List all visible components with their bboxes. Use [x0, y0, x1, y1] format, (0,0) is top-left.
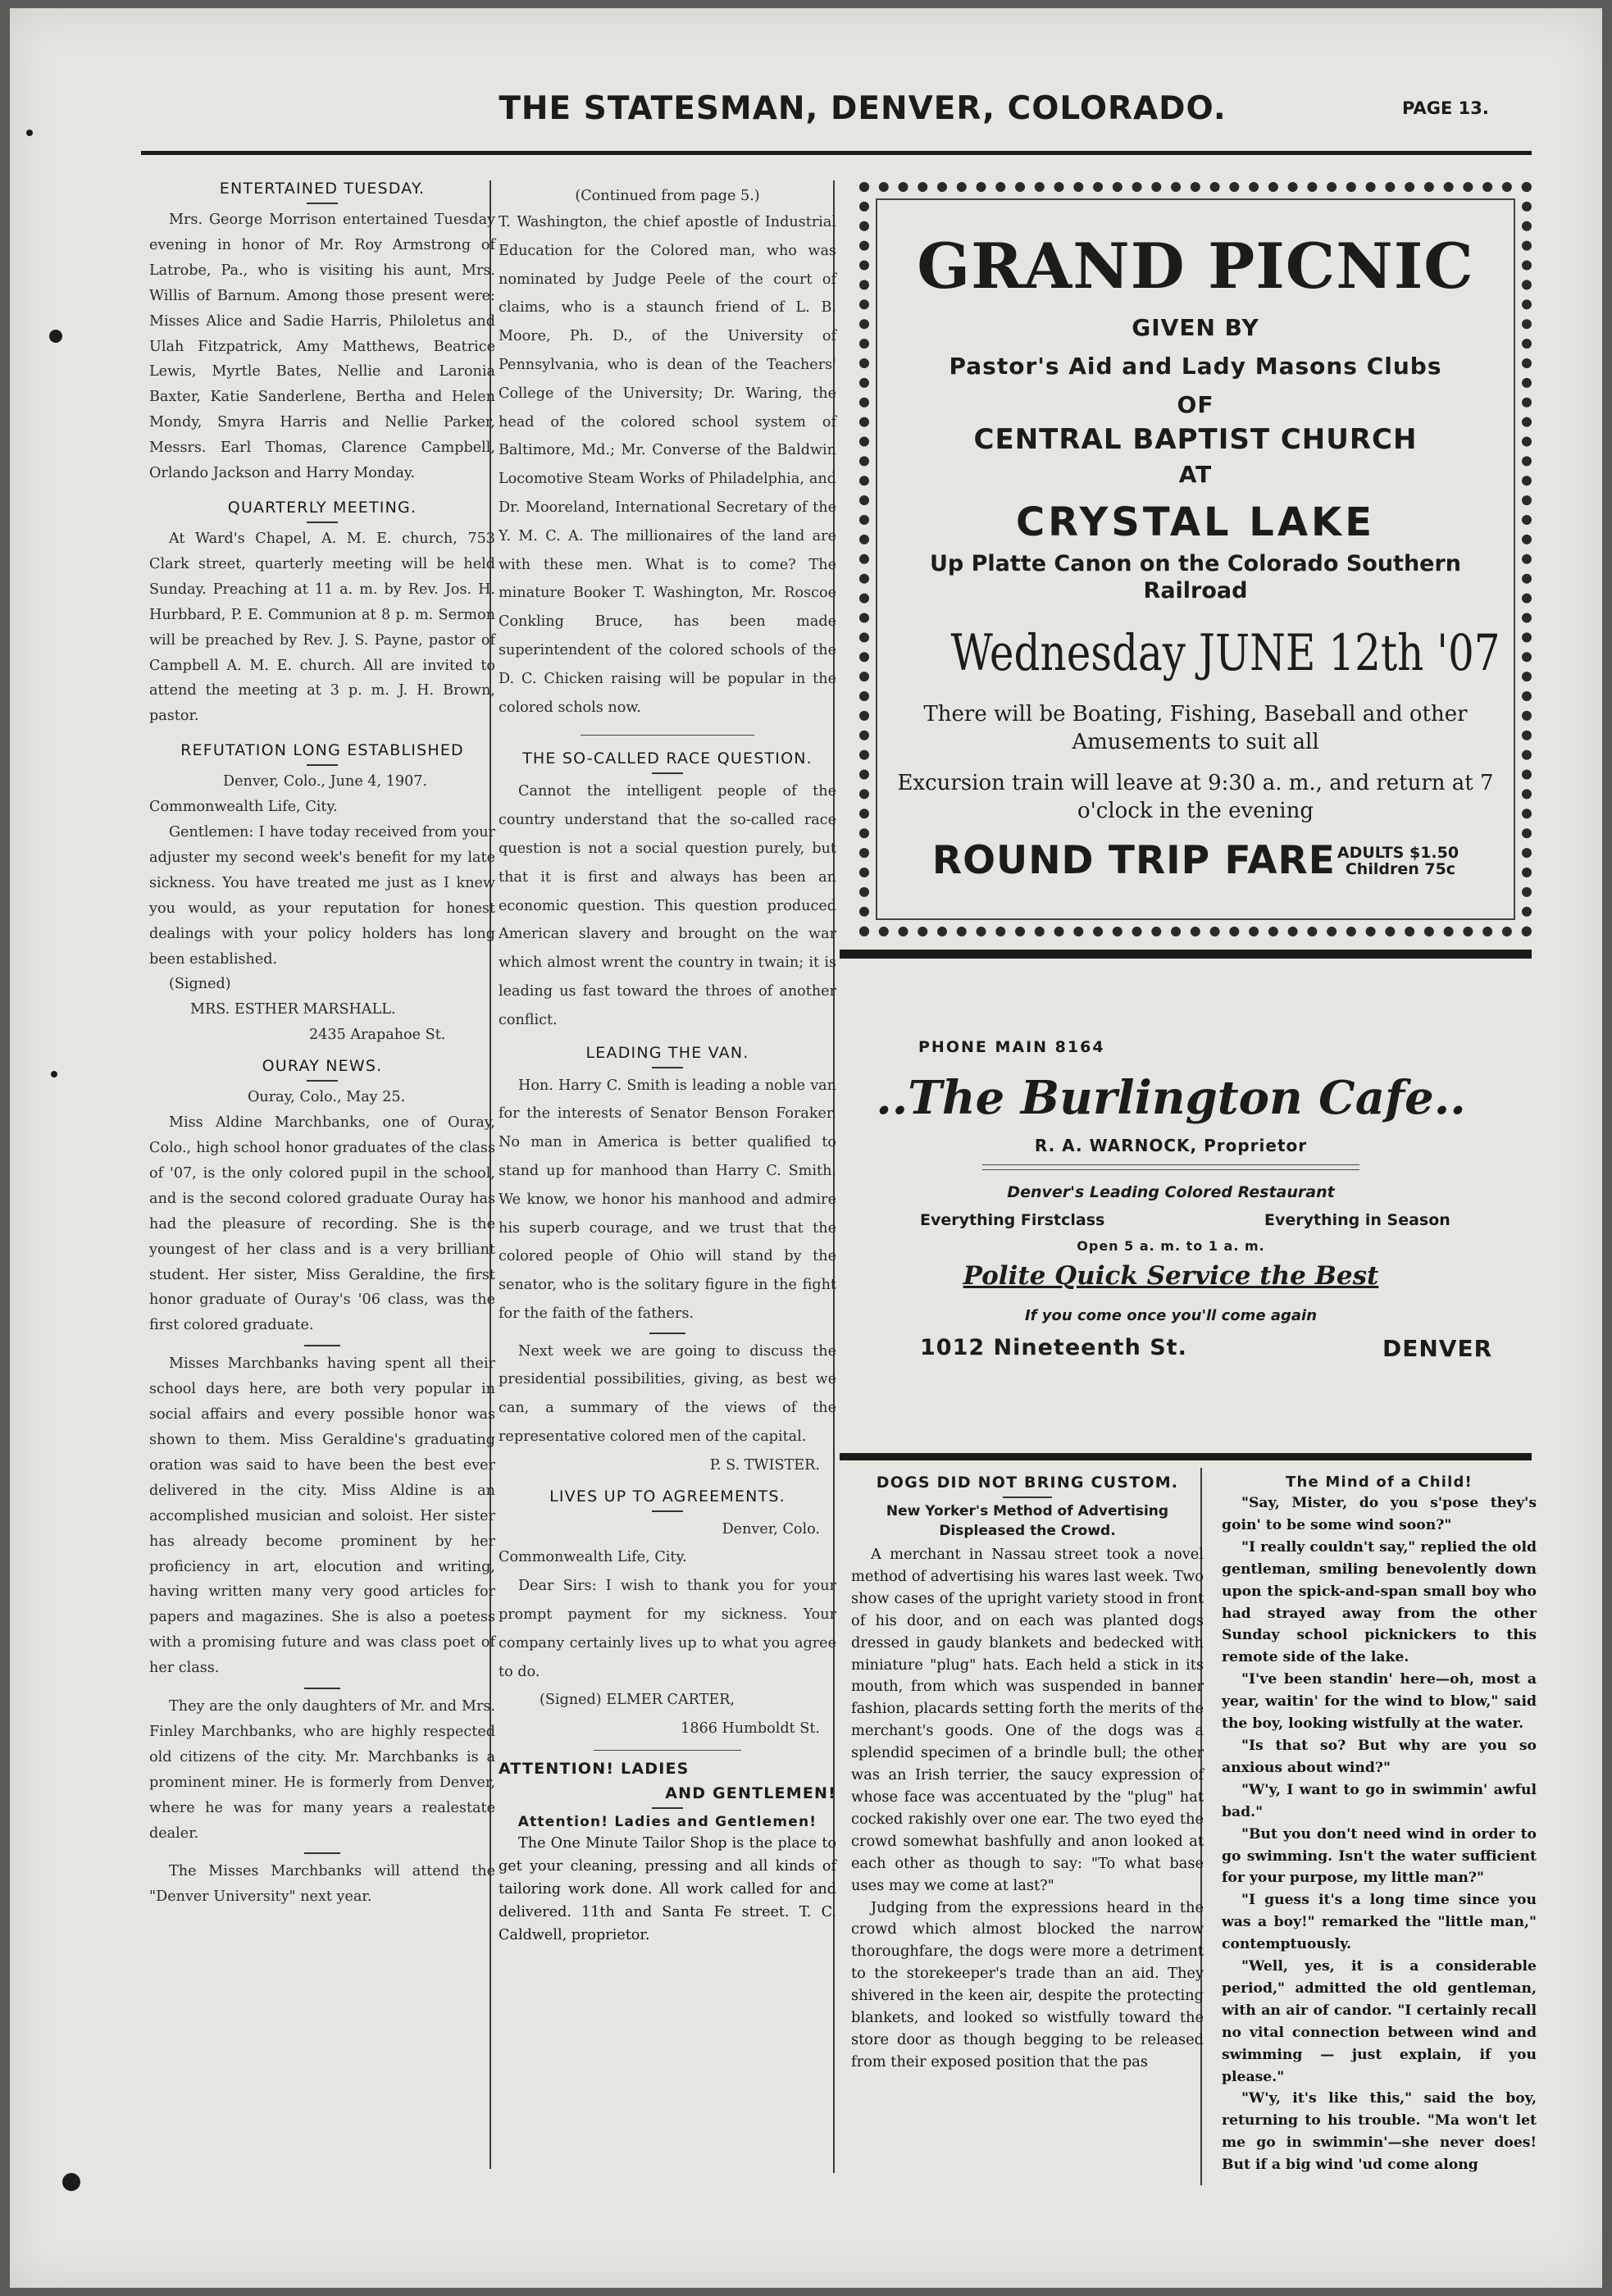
- cafe-phone: PHONE MAIN 8164: [918, 1038, 1105, 1056]
- picnic-activities: There will be Boating, Fishing, Baseball and other Amusements to suit all: [923, 702, 1468, 754]
- column-1: [149, 179, 495, 1910]
- lives-up-dateline: Denver, Colo.: [722, 1520, 820, 1538]
- grand-picnic-advertisement: [859, 182, 1532, 936]
- masthead-title: THE STATESMAN, DENVER, COLORADO.: [499, 90, 1227, 127]
- cafe-rule: [982, 1169, 1359, 1170]
- picnic-given-by: GIVEN BY: [1132, 314, 1259, 341]
- lives-up-addressee: Commonwealth Life, City.: [499, 1549, 687, 1566]
- picnic-clubs: Pastor's Aid and Lady Masons Clubs: [949, 353, 1442, 380]
- picnic-of: OF: [1177, 391, 1214, 418]
- headline-dash: [307, 1080, 338, 1082]
- article-separator: [581, 735, 754, 736]
- picnic-route: Up Platte Canon on the Colorado Southern Railroad: [929, 551, 1462, 604]
- ouray-paragraph-2: Misses Marchbanks having spent all their school days here, are both very popular in social affairs and every possible honor was shown to them. Miss Geraldine's graduating oration was said to have been the best ever delivered in the city. Miss Aldine is an accomplished musician and soloist. Her sister has already become prominent by her proficiency in art, elocution and writing, having written many very good articles for papers and magazines. She is also a poetess with a promising future and was class poet of her class.: [149, 1355, 495, 1677]
- cafe-hours: Open 5 a. m. to 1 a. m.: [1077, 1238, 1265, 1254]
- picnic-fare-children: Children 75c: [1345, 859, 1456, 878]
- picnic-fare-adults: ADULTS $1.50: [1337, 843, 1459, 862]
- child-paragraph-9: "W'y, it's like this," said the boy, returning to his trouble. "Ma won't let me go in swimmin'—she never does! But if a big wind 'ud come along: [1222, 2090, 1537, 2174]
- page-number: PAGE 13.: [1402, 98, 1489, 118]
- headline-attention-1: ATTENTION! LADIES: [499, 1760, 690, 1779]
- headline-dogs: DOGS DID NOT BRING CUSTOM.: [876, 1474, 1179, 1492]
- letter-signed: (Signed): [169, 976, 231, 993]
- child-paragraph-6: "But you don't need wind in order to go swimming. Isn't the water sufficient for your purpose, my little man?": [1222, 1825, 1537, 1887]
- cafe-rule: [982, 1164, 1359, 1165]
- headline-dash: [1003, 1496, 1052, 1498]
- binding-hole: [51, 1071, 57, 1077]
- lives-up-body: Dear Sirs: I wish to thank you for your prompt payment for my sickness. Your company certainly lives up to what you agree to do.: [499, 1578, 836, 1680]
- headline-lives-up: LIVES UP TO AGREEMENTS.: [549, 1487, 786, 1506]
- picnic-title: GRAND PICNIC: [917, 230, 1474, 303]
- leading-van-paragraph-2: Next week we are going to discuss the presidential possibilities, giving, as best we can, a summary of the views of the representative colored men of the capital.: [499, 1342, 836, 1446]
- binding-hole: [49, 330, 62, 343]
- headline-dash: [652, 1807, 683, 1809]
- child-paragraph-5: "W'y, I want to go in swimmin' awful bad.": [1222, 1781, 1537, 1820]
- masthead-rule: [141, 151, 1532, 155]
- child-paragraph-7: "I guess it's a long time since you was a boy!" remarked the "little man," contemptuously.: [1222, 1892, 1537, 1953]
- cafe-in-season: Everything in Season: [1264, 1211, 1450, 1229]
- cafe-name: ..The Burlington Cafe..: [876, 1071, 1466, 1125]
- child-paragraph-8: "Well, yes, it is a considerable period," admitted the old gentleman, with an air of candor. "I certainly recall no vital connection between wind and swimming — just explain, if you please.": [1222, 1958, 1537, 2085]
- paragraph-dash: [304, 1852, 340, 1854]
- headline-dash: [307, 203, 338, 204]
- column-4: [1222, 1473, 1537, 2176]
- column-3: [851, 1473, 1204, 2074]
- ad-divider-rule: [840, 950, 1532, 959]
- picnic-church: CENTRAL BAPTIST CHURCH: [973, 423, 1418, 456]
- headline-mind-of-child: The Mind of a Child!: [1286, 1474, 1473, 1491]
- ad-divider-rule: [840, 1453, 1532, 1460]
- column-2: [499, 184, 836, 1947]
- leading-van-paragraph-1: Hon. Harry C. Smith is leading a noble van for the interests of Senator Benson Foraker. No man in America is better qualified to stand up for manhood than Harry C. Smith. We know, we honor his manhood and admire his superb courage, and we trust that the colored people of Ohio will stand by the senator, who is the solitary figure in the fight for the faith of the fathers.: [499, 1077, 836, 1322]
- child-paragraph-2: "I really couldn't say," replied the old gentleman, smiling benevolently down upon the spick-and-span small boy who had strayed away from the other Sunday school picknickers to this remote side of the lake.: [1222, 1538, 1537, 1666]
- binding-hole: [26, 130, 33, 136]
- picnic-fare-line: [897, 838, 1494, 883]
- race-question-body: Cannot the intelligent people of the country understand that the so-called race question is not a social question purely, but that it is first and always has been an economic question. This question produced American slavery and brought on the war which almost wrent the country in twain; it is leading us fast toward the throes of another conflict.: [499, 783, 836, 1028]
- headline-attention-2: AND GENTLEMEN!: [665, 1784, 836, 1803]
- headline-entertained: ENTERTAINED TUESDAY.: [219, 180, 426, 198]
- ouray-paragraph-3: They are the only daughters of Mr. and Mrs. Finley Marchbanks, who are highly respected old citizens of the city. Mr. Marchbanks is a prominent miner. He is formerly from Denver, where he was for many years a realestate dealer.: [149, 1698, 495, 1842]
- ouray-dateline: Ouray, Colo., May 25.: [248, 1089, 406, 1106]
- lives-up-address: 1866 Humboldt St.: [681, 1720, 820, 1738]
- letter-addressee: Commonwealth Life, City.: [149, 799, 338, 816]
- paragraph-dash: [649, 1332, 685, 1334]
- child-paragraph-3: "I've been standin' here—oh, most a year, waitin' for the wind to blow," said the boy, looking wistfully at the water.: [1222, 1671, 1537, 1733]
- dogs-subhead: New Yorker's Method of Advertising Displeased the Crowd.: [886, 1503, 1169, 1539]
- continued-body: T. Washington, the chief apostle of Industrial Education for the Colored man, who was nominated by Judge Peele of the court of claims, who is a staunch friend of L. B. Moore, Ph. D., of the University of Pennsylvania, who is dean of the Teachers' College of the University; Dr. Waring, the head of the colored school system of Baltimore, Md.; Mr. Converse of the Baldwin Locomotive Steam Works of Philadelphia, and Dr. Mooreland, International Secretary of the Y. M. C. A. The millionaires of the land are with these men. What is to come? The minature Booker T. Washington, Mr. Roscoe Conkling Bruce, has been made superintendent of the colored schools of the D. C. Chicken raising will be popular in the colored schols now.: [499, 214, 836, 716]
- headline-refutation: REFUTATION LONG ESTABLISHED: [180, 741, 464, 760]
- cafe-address: 1012 Nineteenth St.: [920, 1335, 1187, 1360]
- letter-body: Gentlemen: I have today received from your adjuster my second week's benefit for my late sickness. You have treated me just as I knew you would, as your reputation for honest dealings with your policy holders has long been established.: [149, 824, 495, 968]
- cafe-slogan: If you come once you'll come again: [1024, 1307, 1318, 1324]
- child-paragraph-1: "Say, Mister, do you s'pose they's goin' to be some wind soon?": [1222, 1495, 1537, 1533]
- picnic-place: CRYSTAL LAKE: [1015, 499, 1376, 545]
- binding-hole: [62, 2173, 80, 2191]
- lives-up-signed: (Signed) ELMER CARTER,: [540, 1692, 735, 1709]
- picnic-fare-prices: [1337, 845, 1459, 877]
- article-separator: [594, 1750, 741, 1751]
- article-quarterly-body: At Ward's Chapel, A. M. E. church, 753 Clark street, quarterly meeting will be held Sunday. Preaching at 11 a. m. by Rev. Jos. H. Hurbbard, P. E. Communion at 8 p. m. Sermon will be preached by Rev. J. S. Payne, pastor of Campbell A. M. E. church. All are invited to attend the meeting at 3 p. m. J. H. Brown, pastor.: [149, 530, 495, 725]
- paragraph-dash: [304, 1345, 340, 1346]
- headline-dash: [652, 1067, 683, 1068]
- continued-note: (Continued from page 5.): [575, 188, 760, 204]
- headline-race-question: THE SO-CALLED RACE QUESTION.: [522, 749, 813, 768]
- headline-dash: [652, 772, 683, 774]
- attention-subhead: Attention! Ladies and Gentlemen!: [517, 1814, 817, 1831]
- article-entertained-body: Mrs. George Morrison entertained Tuesday evening in honor of Mr. Roy Armstrong of Latrobe, Pa., who is visiting his aunt, Mrs. Willis of Barnum. Among those present were: Misses Alice and Sadie Harris, Philoletus and Ulah Fitzpatrick, Amy Matthews, Beatrice Lewis, Myrtle Bates, Nellie and Laronia Baxter, Katie Sanderlene, Bertha and Helen Mondy, Smyra Harris and Nellie Parker, Messrs. Earl Thomas, Clarence Campbell, Orlando Jackson and Harry Monday.: [149, 212, 495, 482]
- headline-dash: [307, 522, 338, 523]
- cafe-firstclass: Everything Firstclass: [920, 1211, 1105, 1229]
- letter-signer-address: 2435 Arapahoe St.: [309, 1027, 446, 1044]
- ouray-paragraph-4: The Misses Marchbanks will attend the "Denver University" next year.: [149, 1863, 495, 1906]
- letter-signer: MRS. ESTHER MARSHALL.: [190, 1001, 396, 1018]
- child-paragraph-4: "Is that so? But why are you so anxious about wind?": [1222, 1737, 1537, 1776]
- dogs-paragraph-1: A merchant in Nassau street took a novel method of advertising his wares last week. Two show cases of the upright variety stood in front of his door, and on each was planted dogs dressed in gaudy blankets and bedecked with miniature "plug" hats. Each held a stick in its mouth, from which was suspended in banner fashion, placards setting forth the merits of the merchant's goods. One of the dogs was a splendid specimen of a brindle bull; the other was an Irish terrier, the saucy expression of whose face was accentuated by the "plug" hat cocked rakishly over one ear. The two eyed the crowd somewhat bashfully and anon looked at each other as though to say: "To what base uses may we come at last?": [851, 1546, 1204, 1894]
- burlington-cafe-advertisement: [859, 959, 1532, 1419]
- dogs-paragraph-2: Judging from the expressions heard in the crowd which almost blocked the narrow thoroughfare, the dogs were more a detriment to the storekeeper's trade than an aid. They shivered in the keen air, despite the protecting blankets, and looked so wistfully toward the store door as though begging to be released from their exposed position that the pas: [851, 1898, 1204, 2070]
- headline-quarterly-meeting: QUARTERLY MEETING.: [227, 498, 417, 517]
- picnic-date: Wednesday JUNE 12th '07: [950, 624, 1500, 682]
- picnic-fare: ROUND TRIP FARE: [931, 838, 1336, 883]
- headline-dash: [652, 1510, 683, 1512]
- ouray-paragraph-1: Miss Aldine Marchbanks, one of Ouray, Colo., high school honor graduates of the class of '07, is the only colored pupil in the school, and is the second colored graduate Ouray has had the pleasure of recording. She is the youngest of her class and is a very brilliant student. Her sister, Miss Geraldine, the first honor graduate of Ouray's '06 class, was the first colored graduate.: [149, 1114, 495, 1334]
- headline-leading-the-van: LEADING THE VAN.: [585, 1043, 749, 1062]
- leading-van-signature: P. S. TWISTER.: [709, 1456, 820, 1474]
- letter-date: Denver, Colo., June 4, 1907.: [223, 773, 428, 790]
- tailor-shop-body: The One Minute Tailor Shop is the place to get your cleaning, pressing and all kinds of tailoring work done. All work called for and delivered. 11th and Santa Fe street. T. C. Caldwell, proprietor.: [499, 1835, 836, 1944]
- cafe-city: DENVER: [1382, 1335, 1493, 1362]
- cafe-tagline: Denver's Leading Colored Restaurant: [1007, 1183, 1335, 1201]
- cafe-service: Polite Quick Service the Best: [963, 1261, 1379, 1291]
- paragraph-dash: [304, 1688, 340, 1689]
- headline-ouray-news: OURAY NEWS.: [262, 1057, 383, 1076]
- headline-dash: [307, 764, 338, 766]
- picnic-train: Excursion train will leave at 9:30 a. m., and return at 7 o'clock in the evening: [897, 771, 1494, 823]
- picnic-at: AT: [1178, 461, 1213, 488]
- cafe-proprietor: R. A. WARNOCK, Proprietor: [1034, 1136, 1308, 1155]
- newspaper-page: [10, 8, 1602, 2288]
